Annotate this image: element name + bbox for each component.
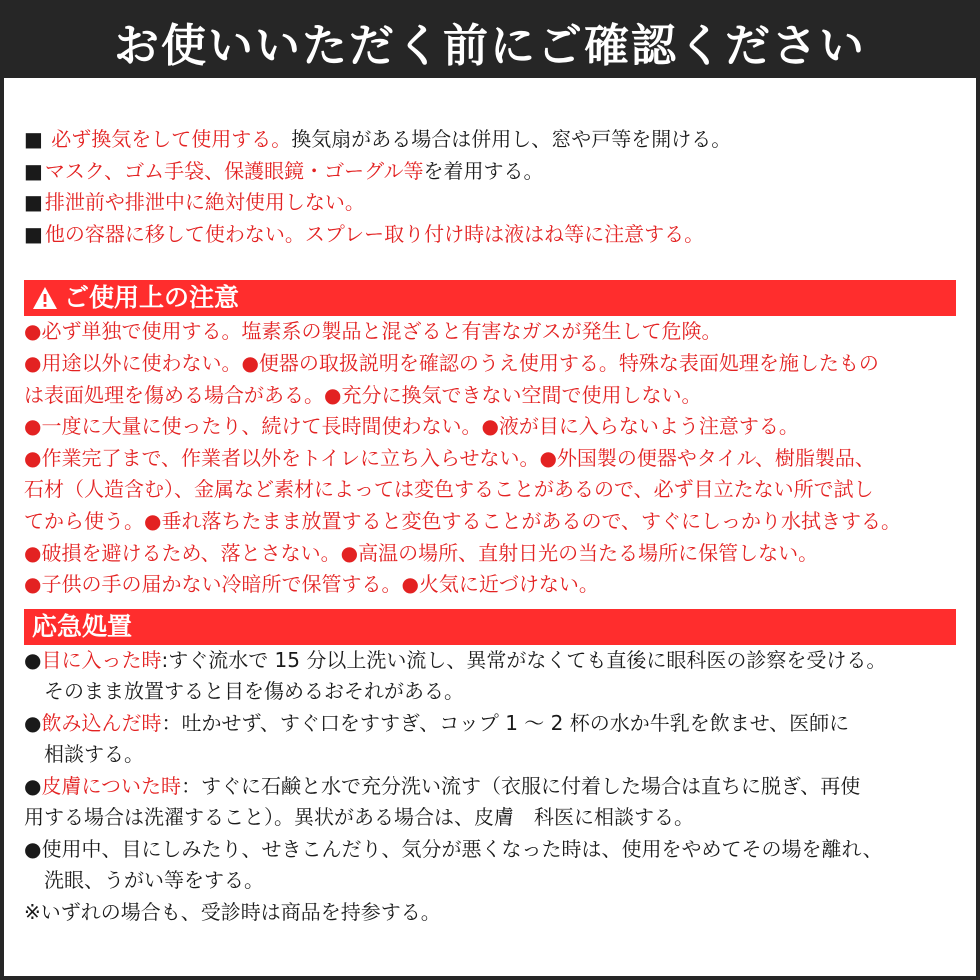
instruction-red-text: 排泄前や排泄中に絶対使用しない。 bbox=[44, 190, 365, 215]
first-aid-item-use bbox=[24, 834, 956, 866]
warning-triangle-icon bbox=[32, 286, 58, 310]
caution-line: ●用途以外に使わない。●便器の取扱説明を確認のうえ使用する。特殊な表面処理を施したもの bbox=[24, 350, 879, 375]
caution-line: ●必ず単独で使用する。塩素系の製品と混ざると有害なガスが発生して危険。 bbox=[24, 319, 722, 344]
instruction-item bbox=[24, 156, 956, 188]
instruction-red-text: 必ず換気をして使用する。 bbox=[44, 127, 292, 151]
first-aid-continuation: 用する場合は洗濯すること）。異状がある場合は、皮膚 科医に相談する。 bbox=[24, 805, 694, 830]
first-aid-continuation: 相談する。 bbox=[44, 742, 144, 767]
caution-line: 石材（人造含む）、金属など素材によっては変色することがあるので、必ず目立たない所で試し bbox=[24, 477, 874, 502]
instruction-item bbox=[24, 219, 956, 251]
first-aid-label: 目に入った時 bbox=[41, 647, 162, 672]
first-aid-note: ※いずれの場合も、受診時は商品を持参する。 bbox=[24, 899, 441, 924]
caution-section-bar bbox=[24, 280, 956, 316]
instruction-item bbox=[24, 124, 956, 156]
caution-line: てから使う。●垂れ落ちたまま放置すると変色することがあるので、すぐにしっかり水拭きする。 bbox=[24, 508, 902, 533]
caution-line: ●破損を避けるため、落とさない。●高温の場所、直射日光の当たる場所に保管しない。 bbox=[24, 540, 819, 565]
first-aid-item-eye bbox=[24, 645, 956, 677]
first-aid-text: ：すぐに石鹸と水で充分洗い流す（衣服に付着した場合は直ちに脱ぎ、再使 bbox=[181, 773, 861, 798]
square-marker: ■ bbox=[24, 158, 43, 183]
first-aid-list bbox=[24, 645, 956, 929]
first-aid-label: 飲み込んだ時 bbox=[41, 710, 162, 735]
square-marker: ■ bbox=[24, 127, 43, 151]
caution-line: ●作業完了まで、作業者以外をトイレに立ち入らせない。●外国製の便器やタイル、樹脂製品、 bbox=[24, 445, 875, 470]
instruction-list bbox=[24, 124, 956, 250]
first-aid-continuation: そのまま放置すると目を傷めるおそれがある。 bbox=[44, 679, 464, 704]
instruction-red-text: 他の容器に移して使わない。スプレー取り付け時は液はね等に注意する。 bbox=[44, 221, 705, 246]
content-area bbox=[4, 78, 976, 928]
first-aid-text: ：吐かせず、すぐ口をすすぎ、コップ 1 ～ 2 杯の水か牛乳を飲ませ、医師に bbox=[161, 710, 850, 735]
bullet-dot: ● bbox=[24, 710, 42, 735]
first-aid-item-swallow bbox=[24, 708, 956, 740]
first-aid-text: 使用中、目にしみたり、せきこんだり、気分が悪くなった時は、使用をやめてその場を離れ、 bbox=[41, 836, 883, 861]
caution-list bbox=[24, 316, 956, 600]
first-aid-text: :すぐ流水で 15 分以上洗い流し、異常がなくても直後に眼科医の診察を受ける。 bbox=[161, 647, 887, 672]
square-marker: ■ bbox=[24, 190, 43, 215]
page-title: お使いいただく前にご確認ください bbox=[4, 4, 976, 78]
square-marker: ■ bbox=[24, 221, 43, 246]
bullet-dot: ● bbox=[24, 773, 42, 798]
bullet-dot: ● bbox=[24, 836, 42, 861]
instruction-item bbox=[24, 187, 956, 219]
first-aid-item-skin bbox=[24, 771, 956, 803]
instruction-red-text: マスク、ゴム手袋、保護眼鏡・ゴーグル等 bbox=[44, 158, 424, 183]
emergency-section-title: 応急処置 bbox=[32, 611, 133, 641]
instruction-black-text: を着用する。 bbox=[423, 158, 544, 183]
bullet-dot: ● bbox=[24, 647, 42, 672]
caution-section-title: ご使用上の注意 bbox=[64, 283, 240, 313]
caution-line: ●子供の手の届かない冷暗所で保管する。●火気に近づけない。 bbox=[24, 572, 599, 597]
caution-line: は表面処理を傷める場合がある。●充分に換気できない空間で使用しない。 bbox=[24, 382, 702, 407]
caution-line: ●一度に大量に使ったり、続けて長時間使わない。●液が目に入らないよう注意する。 bbox=[24, 414, 799, 439]
first-aid-continuation: 洗眼、うがい等をする。 bbox=[44, 868, 264, 893]
first-aid-label: 皮膚についた時 bbox=[41, 773, 182, 798]
emergency-section-bar bbox=[24, 609, 956, 645]
instruction-black-text: 換気扇がある場合は併用し、窓や戸等を開ける。 bbox=[291, 127, 732, 151]
